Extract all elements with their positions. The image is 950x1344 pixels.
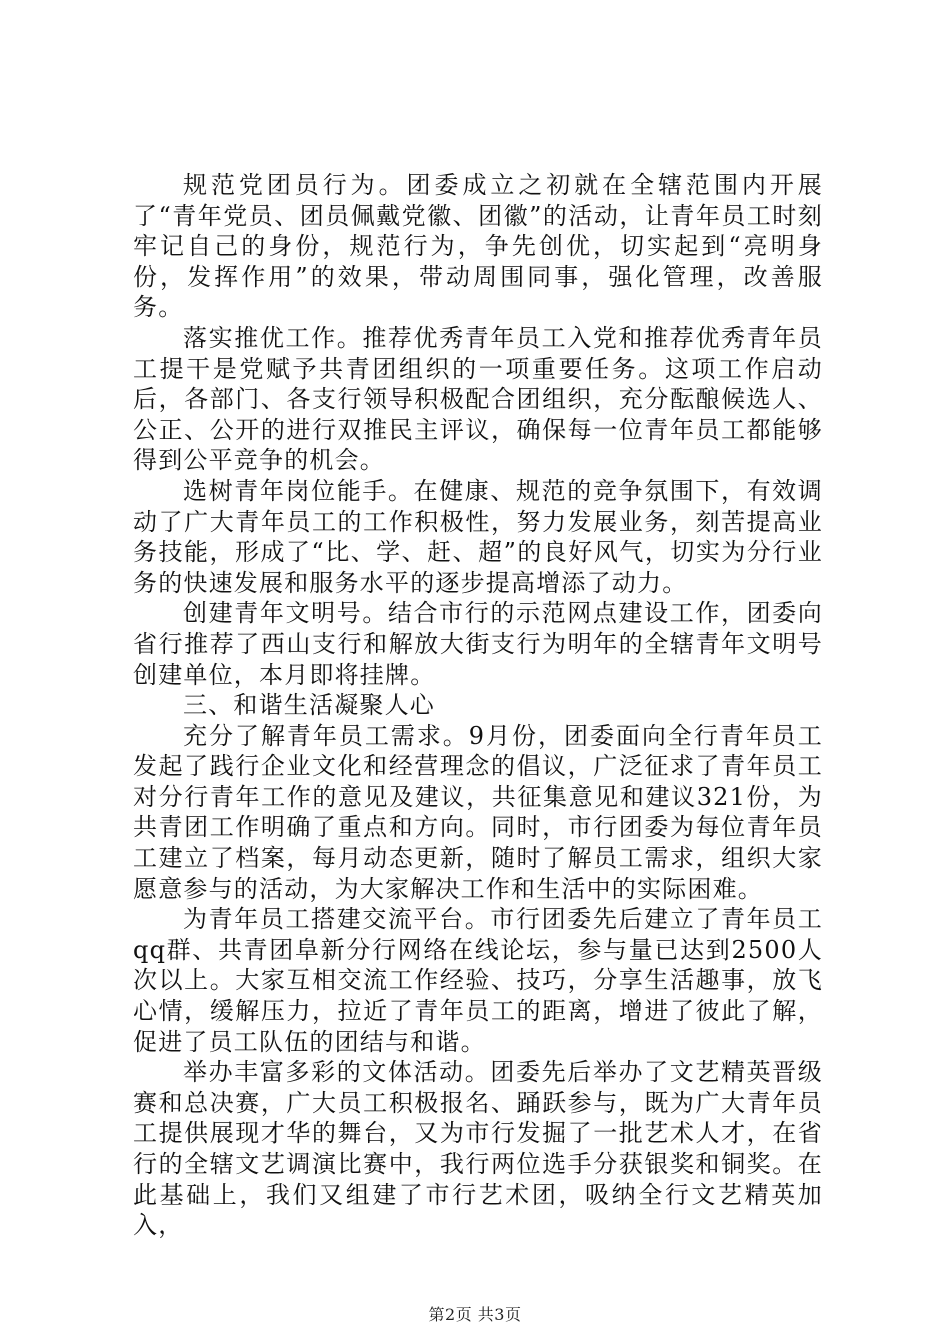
paragraph-employee-needs: 充分了解青年员工需求。9月份，团委面向全行青年员工发起了践行企业文化和经营理念的倡议，广泛征求了青年员工对分行青年工作的意见及建议，共征集意见和建议321份，为共青团工作明确了重点和方向。同时，市行团委为每位青年员工建立了档案，每月动态更新，随时了解员工需求，组织大家愿意参与的活动，为大家解决工作和生活中的实际困难。	[133, 721, 823, 903]
paragraph-cultural-activities: 举办丰富多彩的文体活动。团委先后举办了文艺精英晋级赛和总决赛，广大员工积极报名、踊跃参与，既为广大青年员工提供展现才华的舞台，又为市行发掘了一批艺术人才，在省行的全辖文艺调演比赛中，我行两位选手分获银奖和铜奖。在此基础上，我们又组建了市行艺术团，吸纳全行文艺精英加入，	[133, 1058, 823, 1240]
page-number-footer: 第2页 共3页	[428, 1305, 522, 1324]
paragraph-standardize-conduct: 规范党团员行为。团委成立之初就在全辖范围内开展了“青年党员、团员佩戴党徽、团徽”的活动，让青年员工时刻牢记自己的身份，规范行为，争先创优，切实起到“亮明身份，发挥作用”的效果，带动周围同事，强化管理，改善服务。	[133, 171, 823, 322]
paragraph-civilization-unit: 创建青年文明号。结合市行的示范网点建设工作，团委向省行推荐了西山支行和解放大街支行为明年的全辖青年文明号创建单位，本月即将挂牌。	[133, 599, 823, 689]
paragraph-job-experts: 选树青年岗位能手。在健康、规范的竞争氛围下，有效调动了广大青年员工的工作积极性，努力发展业务，刻苦提高业务技能，形成了“比、学、赶、超”的良好风气，切实为分行业务的快速发展和服务水平的逐步提高增添了动力。	[133, 476, 823, 597]
section-heading-harmony: 三、和谐生活凝聚人心	[183, 691, 435, 720]
document-body	[133, 170, 823, 1241]
paragraph-recommend-excellence: 落实推优工作。推荐优秀青年员工入党和推荐优秀青年员工提干是党赋予共青团组织的一项重要任务。这项工作启动后，各部门、各支行领导积极配合团组织，充分酝酿候选人、公正、公开的进行双推民主评议，确保每一位青年员工都能够得到公平竞争的机会。	[133, 323, 823, 475]
paragraph-exchange-platform: 为青年员工搭建交流平台。市行团委先后建立了青年员工qq群、共青团阜新分行网络在线论坛，参与量已达到2500人次以上。大家互相交流工作经验、技巧，分享生活趣事，放飞心情，缓解压力，拉近了青年员工的距离，增进了彼此了解，促进了员工队伍的团结与和谐。	[133, 905, 823, 1056]
